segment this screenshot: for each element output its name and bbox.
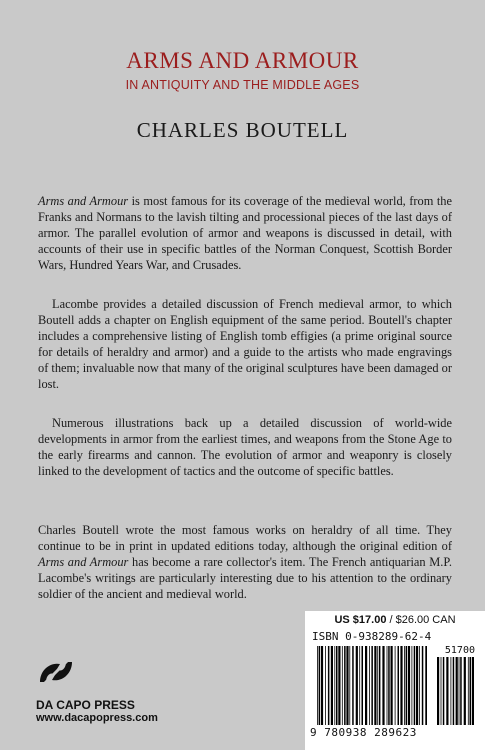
blurb-paragraph-2: Lacombe provides a detailed discussion of French medieval armor, to which Boutell adds a chapter on English equipment of the same period. Boutell's chapter includes a comprehensive listing of English tomb effigies (a prime original source for details of heraldry and armor) and a guide to the artists who made engravings of them; invaluable now that many of the original sculptures have been damaged or lost. — [38, 297, 452, 391]
blurb-paragraph-3: Numerous illustrations back up a detailed discussion of world-wide developments in armor from the earliest times, and weapons from the Stone Age to the early firearms and cannon. The evolution of armor and weaponry is closely linked to the development of tactics and the outcome of specific battles. — [38, 416, 452, 478]
book-title-italic: Arms and Armour — [38, 194, 129, 208]
addon-code: 51700 — [444, 645, 475, 656]
blurb-paragraph-1-text: is most famous for its coverage of the medieval world, from the Franks and Normans to the lavish tilting and processional pieces of the last days of armor. The parallel evolution of armor and weapons is discussed in detail, with accounts of their use in specific battles of the Norman Conquest, Scottish Border Wars, Hundred Years War, and Crusades. — [38, 194, 452, 272]
barcode-digits: 9 780938 289623 — [310, 726, 417, 739]
barcode-icon — [317, 646, 427, 725]
publisher-name: DA CAPO PRESS — [36, 698, 135, 712]
isbn-text: ISBN 0-938289-62-4 — [312, 630, 432, 643]
can-price: $26.00 CAN — [395, 614, 456, 626]
price-separator: / — [386, 614, 396, 626]
book-title: ARMS AND ARMOUR — [126, 48, 359, 73]
book-subtitle: IN ANTIQUITY AND THE MIDDLE AGES — [125, 78, 360, 92]
price-line — [305, 614, 485, 626]
publisher-website: www.dacapopress.com — [36, 712, 158, 724]
blurb-paragraph-4-text-b: has become a rare collector's item. The French antiquarian M.P. Lacombe's writings are particularly interesting due to his attention to the ordinary soldier of the ancient and medieval world. — [38, 555, 452, 601]
da-capo-logo-icon — [36, 652, 76, 692]
barcode-addon-icon — [437, 657, 477, 725]
blurb-paragraph-1 — [38, 193, 452, 273]
price-barcode-box — [305, 611, 485, 750]
blurb-paragraph-4 — [38, 522, 452, 602]
blurb-paragraph-4-text-a: Charles Boutell wrote the most famous works on heraldry of all time. They continue to be in print in updated editions today, although the original edition of — [38, 523, 452, 553]
author-name: CHARLES BOUTELL — [136, 118, 349, 142]
book-title-italic-2: Arms and Armour — [38, 555, 129, 569]
us-price: US $17.00 — [334, 614, 387, 626]
